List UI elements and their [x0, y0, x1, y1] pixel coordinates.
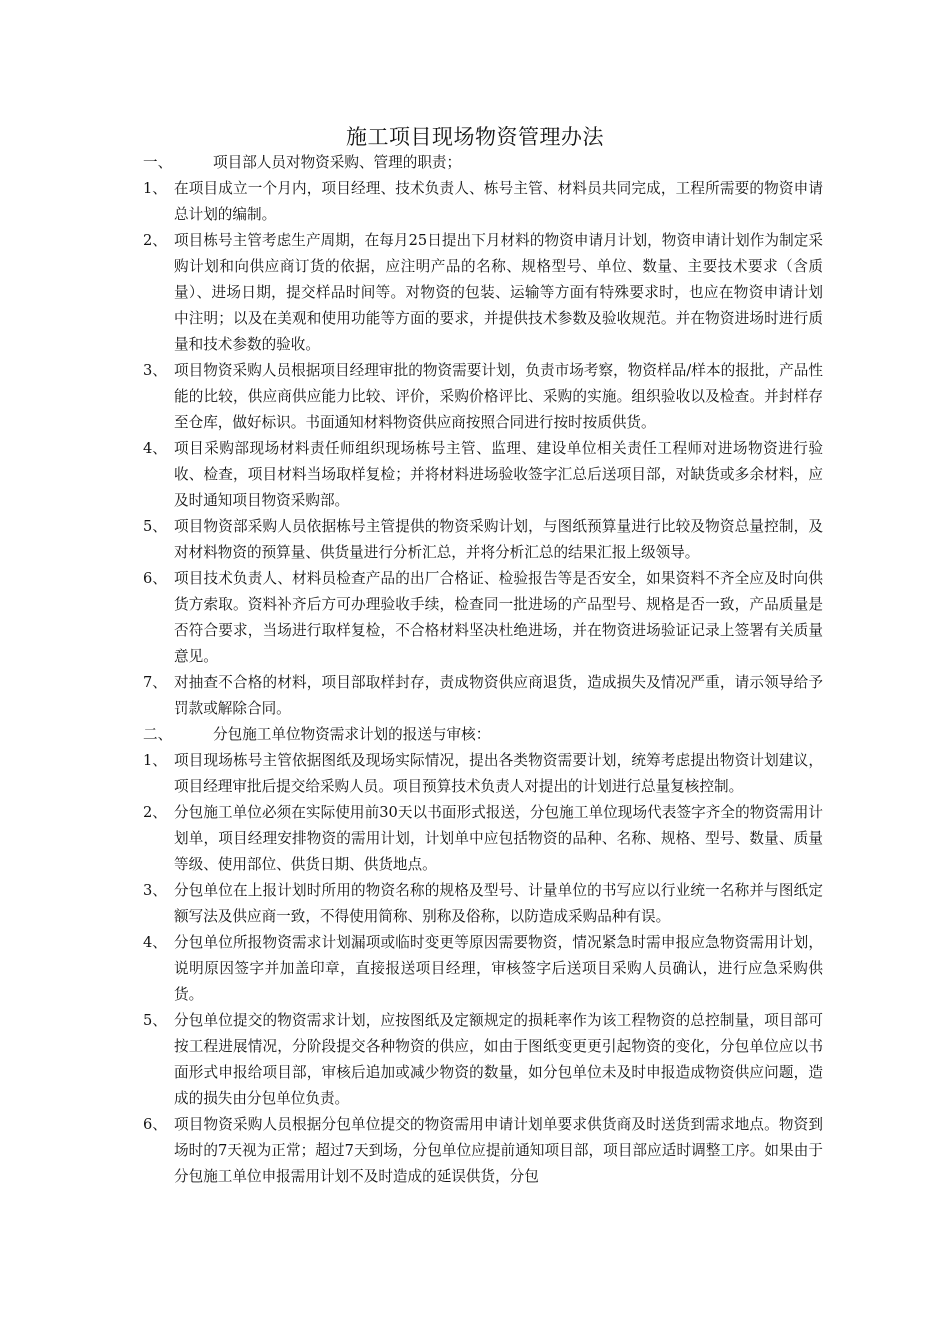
document-body: [143, 150, 823, 1190]
list-item-number: 7、: [143, 674, 167, 691]
list-item-text: 项目现场栋号主管依据图纸及现场实际情况，提出各类物资需要计划，统筹考虑提出物资计划建议，项目经理审批后提交给采购人员。项目预算技术负责人对提出的计划进行总量复核控制。: [174, 752, 823, 795]
list-item-number: 2、: [143, 804, 167, 821]
list-item-text: 项目栋号主管考虑生产周期，在每月25日提出下月材料的物资申请月计划，物资申请计划作为制定采购计划和向供应商订货的依据，应注明产品的名称、规格型号、单位、数量、主要技术要求（含质量）、进场日期，提交样品时间等。对物资的包装、运输等方面有特殊要求时，也应在物资申请计划中注明；以及在美观和使用功能等方面的要求，并提供技术参数及验收规范。并在物资进场时进行质量和技术参数的验收。: [174, 232, 823, 353]
list-item-number: 1、: [143, 180, 167, 197]
list-item: [143, 748, 823, 800]
list-item-number: 3、: [143, 882, 167, 899]
list-item: [143, 436, 823, 514]
section-heading: [143, 150, 823, 176]
section-heading-text: 项目部人员对物资采购、管理的职责；: [213, 154, 462, 171]
list-item-text: 项目物资采购人员根据项目经理审批的物资需要计划，负责市场考察，物资样品/样本的报批，产品性能的比较，供应商供应能力比较、评价，采购价格评比、采购的实施。组织验收以及检查。并封样存至仓库，做好标识。书面通知材料物资供应商按照合同进行按时按质供货。: [174, 362, 823, 431]
list-item: [143, 358, 823, 436]
list-item-text: 项目采购部现场材料责任师组织现场栋号主管、监理、建设单位相关责任工程师对进场物资进行验收、检查，项目材料当场取样复检；并将材料进场验收签字汇总后送项目部，对缺货或多余材料，应及时通知项目物资采购部。: [174, 440, 823, 509]
list-item: [143, 1008, 823, 1112]
list-item: [143, 930, 823, 1008]
list-item: [143, 1112, 823, 1190]
list-item-number: 4、: [143, 934, 167, 951]
list-item: [143, 176, 823, 228]
list-item-number: 5、: [143, 518, 167, 535]
list-item: [143, 800, 823, 878]
section-heading: [143, 722, 823, 748]
section-heading-text: 分包施工单位物资需求计划的报送与审核：: [213, 726, 491, 743]
list-item-number: 1、: [143, 752, 167, 769]
list-item-number: 4、: [143, 440, 167, 457]
document-title: 施工项目现场物资管理办法: [346, 125, 604, 149]
list-item-number: 3、: [143, 362, 167, 379]
list-item: [143, 670, 823, 722]
list-item-number: 6、: [143, 1116, 167, 1133]
list-item-number: 6、: [143, 570, 167, 587]
list-item-text: 项目技术负责人、材料员检查产品的出厂合格证、检验报告等是否安全，如果资料不齐全应及时向供货方索取。资料补齐后方可办理验收手续，检查同一批进场的产品型号、规格是否一致，产品质量是否符合要求，当场进行取样复检，不合格材料坚决杜绝进场，并在物资进场验证记录上签署有关质量意见。: [174, 570, 823, 665]
list-item: [143, 228, 823, 358]
list-item-text: 分包单位所报物资需求计划漏项或临时变更等原因需要物资，情况紧急时需申报应急物资需用计划，说明原因签字并加盖印章，直接报送项目经理，审核签字后送项目采购人员确认，进行应急采购供货。: [174, 934, 823, 1003]
list-item-text: 项目物资采购人员根据分包单位提交的物资需用申请计划单要求供货商及时送货到需求地点。物资到场时的7天视为正常；超过7天到场，分包单位应提前通知项目部，项目部应适时调整工序。如果由于分包施工单位申报需用计划不及时造成的延误供货，分包: [174, 1116, 823, 1185]
list-item-text: 项目物资部采购人员依据栋号主管提供的物资采购计划，与图纸预算量进行比较及物资总量控制，及对材料物资的预算量、供货量进行分析汇总，并将分析汇总的结果汇报上级领导。: [174, 518, 823, 561]
list-item-text: 分包单位提交的物资需求计划，应按图纸及定额规定的损耗率作为该工程物资的总控制量，项目部可按工程进展情况，分阶段提交各种物资的供应，如由于图纸变更更引起物资的变化，分包单位应以书面形式申报给项目部，审核后追加或减少物资的数量，如分包单位未及时申报造成物资供应问题，造成的损失由分包单位负责。: [174, 1012, 823, 1107]
list-item-text: 分包单位在上报计划时所用的物资名称的规格及型号、计量单位的书写应以行业统一名称并与图纸定额写法及供应商一致，不得使用简称、别称及俗称，以防造成采购品种有误。: [174, 882, 823, 925]
list-item-number: 2、: [143, 232, 167, 249]
list-item-text: 在项目成立一个月内，项目经理、技术负责人、栋号主管、材料员共同完成，工程所需要的物资申请总计划的编制。: [174, 180, 823, 223]
section-number: 一、: [143, 154, 173, 171]
list-item-text: 对抽查不合格的材料，项目部取样封存，责成物资供应商退货，造成损失及情况严重，请示领导给予罚款或解除合同。: [174, 674, 823, 717]
list-item-number: 5、: [143, 1012, 167, 1029]
list-item-text: 分包施工单位必须在实际使用前30天以书面形式报送，分包施工单位现场代表签字齐全的物资需用计划单，项目经理安排物资的需用计划，计划单中应包括物资的品种、名称、规格、型号、数量、质量等级、使用部位、供货日期、供货地点。: [174, 804, 823, 873]
section-number: 二、: [143, 726, 173, 743]
list-item: [143, 878, 823, 930]
list-item: [143, 514, 823, 566]
list-item: [143, 566, 823, 670]
